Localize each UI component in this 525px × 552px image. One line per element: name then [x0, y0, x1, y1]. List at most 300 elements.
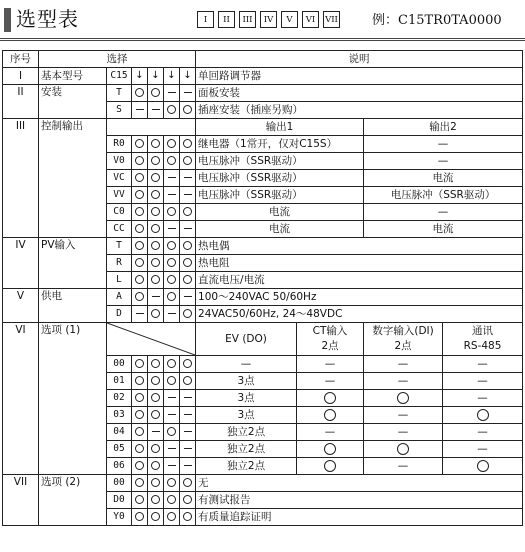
row-description: 有测试报告	[196, 492, 523, 509]
di-value: —	[364, 458, 443, 475]
section-name: 选项 (2)	[39, 475, 107, 526]
option-mark	[132, 102, 148, 119]
available-circle-icon	[135, 88, 144, 97]
unavailable-dash-icon	[184, 92, 192, 93]
com-value: —	[443, 441, 523, 458]
table-row	[3, 85, 523, 102]
unavailable-dash-icon	[168, 194, 176, 195]
output1-value: 继电器（1常开，仅对C15S）	[196, 136, 364, 153]
available-circle-icon	[167, 359, 176, 368]
output1-value: 电流	[196, 204, 364, 221]
unavailable-dash-icon	[152, 296, 160, 297]
option-mark	[148, 424, 164, 441]
title-marker	[4, 8, 11, 32]
unavailable-dash-icon	[168, 448, 176, 449]
available-circle-icon	[135, 224, 144, 233]
available-circle-icon	[183, 139, 192, 148]
option-mark	[164, 475, 180, 492]
unavailable-dash-icon	[184, 414, 192, 415]
option-code: R0	[107, 136, 132, 153]
row-description: 24VAC50/60Hz, 24～48VDC	[196, 306, 523, 323]
di-header-line1: 数字输入(DI)	[372, 325, 434, 337]
section-number: I	[3, 68, 39, 85]
ev-value: 独立2点	[196, 424, 297, 441]
output1-value: 电压脉冲（SSR驱动）	[196, 170, 364, 187]
available-circle-icon	[167, 207, 176, 216]
section-number: II	[3, 85, 39, 119]
section-name: 基本型号	[39, 68, 107, 85]
option-mark	[148, 255, 164, 272]
option-mark	[132, 390, 148, 407]
header	[0, 0, 525, 44]
ct-header	[297, 323, 364, 356]
option-mark	[132, 492, 148, 509]
option-mark	[148, 458, 164, 475]
available-circle-icon	[151, 139, 160, 148]
unavailable-dash-icon	[152, 109, 160, 110]
arrow-down-icon: ↓	[180, 68, 196, 85]
output2-value: 电流	[364, 170, 523, 187]
option-mark	[148, 204, 164, 221]
available-circle-icon	[151, 410, 160, 419]
available-circle-icon	[151, 88, 160, 97]
ev-value: 3点	[196, 373, 297, 390]
di-value	[364, 441, 443, 458]
included-circle-icon	[397, 443, 409, 455]
ct-value	[297, 407, 364, 424]
option-code: D	[107, 306, 132, 323]
option-mark	[180, 170, 196, 187]
diagonal-blank-cell	[107, 323, 196, 356]
row-description: 100～240VAC 50/60Hz	[196, 289, 523, 306]
available-circle-icon	[135, 173, 144, 182]
option-mark	[132, 153, 148, 170]
output2-value: —	[364, 204, 523, 221]
table-row	[3, 475, 523, 492]
option-mark	[180, 153, 196, 170]
section-name: 选项 (1)	[39, 323, 107, 475]
available-circle-icon	[167, 427, 176, 436]
unavailable-dash-icon	[184, 296, 192, 297]
di-value: —	[364, 356, 443, 373]
ev-header: EV (DO)	[196, 323, 297, 356]
option-code: 01	[107, 373, 132, 390]
option-code: 02	[107, 390, 132, 407]
option-mark	[164, 85, 180, 102]
roman-box: V	[281, 11, 298, 28]
option-mark	[148, 170, 164, 187]
option-mark	[180, 390, 196, 407]
option-mark	[148, 238, 164, 255]
com-value: —	[443, 390, 523, 407]
available-circle-icon	[167, 512, 176, 521]
option-mark	[164, 356, 180, 373]
option-mark	[148, 289, 164, 306]
available-circle-icon	[167, 292, 176, 301]
option-mark	[132, 85, 148, 102]
option-mark	[164, 441, 180, 458]
ev-value: 独立2点	[196, 441, 297, 458]
row-description: 热电偶	[196, 238, 523, 255]
available-circle-icon	[135, 207, 144, 216]
option-mark	[132, 373, 148, 390]
unavailable-dash-icon	[184, 228, 192, 229]
available-circle-icon	[183, 359, 192, 368]
row-description: 单回路调节器	[196, 68, 523, 85]
row-description: 插座安装（插座另购）	[196, 102, 523, 119]
available-circle-icon	[151, 309, 160, 318]
option-code: 04	[107, 424, 132, 441]
option-mark	[164, 255, 180, 272]
option-mark	[132, 475, 148, 492]
available-circle-icon	[183, 512, 192, 521]
option-code: 06	[107, 458, 132, 475]
row-description: 无	[196, 475, 523, 492]
available-circle-icon	[151, 190, 160, 199]
option-code: 00	[107, 356, 132, 373]
com-value	[443, 458, 523, 475]
section-name: 供电	[39, 289, 107, 323]
available-circle-icon	[135, 139, 144, 148]
option-mark	[132, 204, 148, 221]
output1-value: 电压脉冲（SSR驱动）	[196, 187, 364, 204]
option-mark	[148, 492, 164, 509]
available-circle-icon	[183, 241, 192, 250]
available-circle-icon	[151, 207, 160, 216]
available-circle-icon	[135, 376, 144, 385]
available-circle-icon	[167, 241, 176, 250]
com-header-line1: 通讯	[472, 325, 494, 337]
page-title: 选型表	[16, 7, 79, 31]
option-mark	[148, 475, 164, 492]
model-code: C15	[107, 68, 132, 85]
option-code: VC	[107, 170, 132, 187]
head-desc: 说明	[196, 51, 523, 68]
included-circle-icon	[324, 409, 336, 421]
output1-header: 输出1	[196, 119, 364, 136]
unavailable-dash-icon	[152, 431, 160, 432]
option-code: A	[107, 289, 132, 306]
option-mark	[180, 458, 196, 475]
available-circle-icon	[183, 105, 192, 114]
available-circle-icon	[183, 478, 192, 487]
available-circle-icon	[135, 292, 144, 301]
ct-value	[297, 441, 364, 458]
option-mark	[148, 102, 164, 119]
di-value: —	[364, 373, 443, 390]
available-circle-icon	[183, 156, 192, 165]
included-circle-icon	[477, 460, 489, 472]
option-mark	[148, 407, 164, 424]
option-mark	[164, 509, 180, 526]
available-circle-icon	[183, 376, 192, 385]
option-mark	[180, 221, 196, 238]
option-mark	[132, 356, 148, 373]
option-code: VV	[107, 187, 132, 204]
com-header-line2: RS-485	[463, 340, 502, 352]
output2-value: —	[364, 153, 523, 170]
available-circle-icon	[167, 495, 176, 504]
ct-value	[297, 458, 364, 475]
available-circle-icon	[167, 478, 176, 487]
option-mark	[164, 306, 180, 323]
header-rule	[0, 38, 525, 41]
option-code: 03	[107, 407, 132, 424]
roman-box: IV	[260, 11, 277, 28]
available-circle-icon	[151, 224, 160, 233]
available-circle-icon	[135, 359, 144, 368]
available-circle-icon	[167, 139, 176, 148]
unavailable-dash-icon	[184, 465, 192, 466]
option-mark	[148, 85, 164, 102]
blank-cell	[107, 119, 196, 136]
option-mark	[164, 390, 180, 407]
option-code: 00	[107, 475, 132, 492]
option-mark	[132, 289, 148, 306]
row-description: 面板安装	[196, 85, 523, 102]
unavailable-dash-icon	[184, 431, 192, 432]
option-mark	[180, 509, 196, 526]
included-circle-icon	[324, 443, 336, 455]
option-mark	[132, 458, 148, 475]
option-mark	[180, 492, 196, 509]
roman-box: VI	[302, 11, 319, 28]
unavailable-dash-icon	[184, 177, 192, 178]
roman-box: I	[197, 11, 214, 28]
option-mark	[180, 356, 196, 373]
ct-header-line1: CT输入	[312, 325, 348, 337]
available-circle-icon	[135, 444, 144, 453]
option-mark	[180, 475, 196, 492]
available-circle-icon	[183, 495, 192, 504]
ct-value	[297, 390, 364, 407]
option-mark	[180, 441, 196, 458]
available-circle-icon	[135, 461, 144, 470]
available-circle-icon	[135, 241, 144, 250]
table-row	[3, 238, 523, 255]
output2-value: 电流	[364, 221, 523, 238]
option-mark	[180, 204, 196, 221]
roman-box: VII	[323, 11, 340, 28]
available-circle-icon	[135, 495, 144, 504]
unavailable-dash-icon	[184, 448, 192, 449]
option-mark	[148, 187, 164, 204]
option-mark	[164, 492, 180, 509]
available-circle-icon	[135, 410, 144, 419]
option-mark	[164, 238, 180, 255]
com-value	[443, 407, 523, 424]
diagonal-line	[107, 323, 195, 355]
available-circle-icon	[135, 478, 144, 487]
option-code: C0	[107, 204, 132, 221]
option-mark	[180, 289, 196, 306]
di-header	[364, 323, 443, 356]
roman-box: III	[239, 11, 256, 28]
option-code: R	[107, 255, 132, 272]
available-circle-icon	[135, 393, 144, 402]
option-code: 05	[107, 441, 132, 458]
ev-value: 3点	[196, 407, 297, 424]
available-circle-icon	[167, 105, 176, 114]
option-mark	[164, 153, 180, 170]
section-index-boxes	[197, 11, 340, 28]
unavailable-dash-icon	[136, 313, 144, 314]
available-circle-icon	[151, 359, 160, 368]
option-mark	[164, 458, 180, 475]
table-row	[3, 323, 523, 356]
option-mark	[148, 373, 164, 390]
option-mark	[164, 221, 180, 238]
table-row	[3, 68, 523, 85]
included-circle-icon	[324, 460, 336, 472]
row-description: 有质量追踪证明	[196, 509, 523, 526]
unavailable-dash-icon	[184, 194, 192, 195]
di-value: —	[364, 407, 443, 424]
option-code: Y0	[107, 509, 132, 526]
option-mark	[132, 509, 148, 526]
selection-table	[2, 50, 523, 526]
option-mark	[132, 238, 148, 255]
available-circle-icon	[151, 156, 160, 165]
available-circle-icon	[135, 190, 144, 199]
option-mark	[132, 255, 148, 272]
option-mark	[164, 407, 180, 424]
option-mark	[180, 136, 196, 153]
example-code: 例：C15TR0TA0000	[372, 13, 502, 28]
option-mark	[180, 187, 196, 204]
available-circle-icon	[183, 309, 192, 318]
com-value: —	[443, 373, 523, 390]
available-circle-icon	[135, 512, 144, 521]
section-number: VII	[3, 475, 39, 526]
section-name: PV输入	[39, 238, 107, 289]
ct-value: —	[297, 424, 364, 441]
ev-value: 独立2点	[196, 458, 297, 475]
option-mark	[148, 153, 164, 170]
available-circle-icon	[135, 258, 144, 267]
unavailable-dash-icon	[168, 397, 176, 398]
included-circle-icon	[324, 392, 336, 404]
output2-value: —	[364, 136, 523, 153]
unavailable-dash-icon	[184, 397, 192, 398]
ev-value: 3点	[196, 390, 297, 407]
di-value: —	[364, 424, 443, 441]
available-circle-icon	[151, 512, 160, 521]
available-circle-icon	[167, 376, 176, 385]
option-mark	[180, 272, 196, 289]
table-row	[3, 289, 523, 306]
head-seq: 序号	[3, 51, 39, 68]
option-code: D0	[107, 492, 132, 509]
option-mark	[164, 102, 180, 119]
arrow-down-icon: ↓	[164, 68, 180, 85]
option-code: T	[107, 238, 132, 255]
available-circle-icon	[167, 156, 176, 165]
available-circle-icon	[151, 241, 160, 250]
available-circle-icon	[151, 495, 160, 504]
arrow-down-icon: ↓	[132, 68, 148, 85]
section-name: 安装	[39, 85, 107, 119]
unavailable-dash-icon	[168, 228, 176, 229]
available-circle-icon	[135, 275, 144, 284]
ct-value: —	[297, 356, 364, 373]
option-mark	[132, 170, 148, 187]
option-mark	[132, 424, 148, 441]
com-value: —	[443, 356, 523, 373]
available-circle-icon	[151, 461, 160, 470]
option-mark	[180, 238, 196, 255]
option-mark	[148, 356, 164, 373]
option-mark	[148, 390, 164, 407]
option-mark	[180, 102, 196, 119]
included-circle-icon	[477, 409, 489, 421]
option-mark	[180, 85, 196, 102]
option-mark	[164, 204, 180, 221]
unavailable-dash-icon	[168, 177, 176, 178]
row-description: 热电阻	[196, 255, 523, 272]
available-circle-icon	[135, 156, 144, 165]
unavailable-dash-icon	[136, 109, 144, 110]
di-header-line2: 2点	[394, 340, 412, 352]
available-circle-icon	[151, 376, 160, 385]
arrow-down-icon: ↓	[148, 68, 164, 85]
option-mark	[148, 136, 164, 153]
option-mark	[164, 272, 180, 289]
com-value: —	[443, 424, 523, 441]
available-circle-icon	[151, 444, 160, 453]
option-mark	[164, 424, 180, 441]
option-mark	[164, 187, 180, 204]
output1-value: 电流	[196, 221, 364, 238]
ct-header-line2: 2点	[321, 340, 339, 352]
option-code: S	[107, 102, 132, 119]
option-mark	[132, 306, 148, 323]
available-circle-icon	[183, 258, 192, 267]
available-circle-icon	[167, 275, 176, 284]
output2-header: 输出2	[364, 119, 523, 136]
ev-value: —	[196, 356, 297, 373]
table-head	[3, 51, 523, 68]
available-circle-icon	[167, 258, 176, 267]
option-code: T	[107, 85, 132, 102]
available-circle-icon	[183, 275, 192, 284]
di-value	[364, 390, 443, 407]
available-circle-icon	[151, 173, 160, 182]
available-circle-icon	[151, 275, 160, 284]
option-mark	[132, 272, 148, 289]
available-circle-icon	[151, 258, 160, 267]
option-mark	[180, 306, 196, 323]
option-mark	[164, 373, 180, 390]
option-code: V0	[107, 153, 132, 170]
available-circle-icon	[183, 207, 192, 216]
option-mark	[180, 255, 196, 272]
table-row	[3, 119, 523, 136]
option-mark	[180, 373, 196, 390]
option-mark	[148, 221, 164, 238]
section-name: 控制输出	[39, 119, 107, 238]
head-choice: 选择	[39, 51, 196, 68]
section-number: VI	[3, 323, 39, 475]
option-mark	[164, 136, 180, 153]
option-mark	[132, 136, 148, 153]
included-circle-icon	[397, 392, 409, 404]
section-number: IV	[3, 238, 39, 289]
option-mark	[132, 187, 148, 204]
option-code: CC	[107, 221, 132, 238]
ct-value: —	[297, 373, 364, 390]
option-mark	[164, 289, 180, 306]
